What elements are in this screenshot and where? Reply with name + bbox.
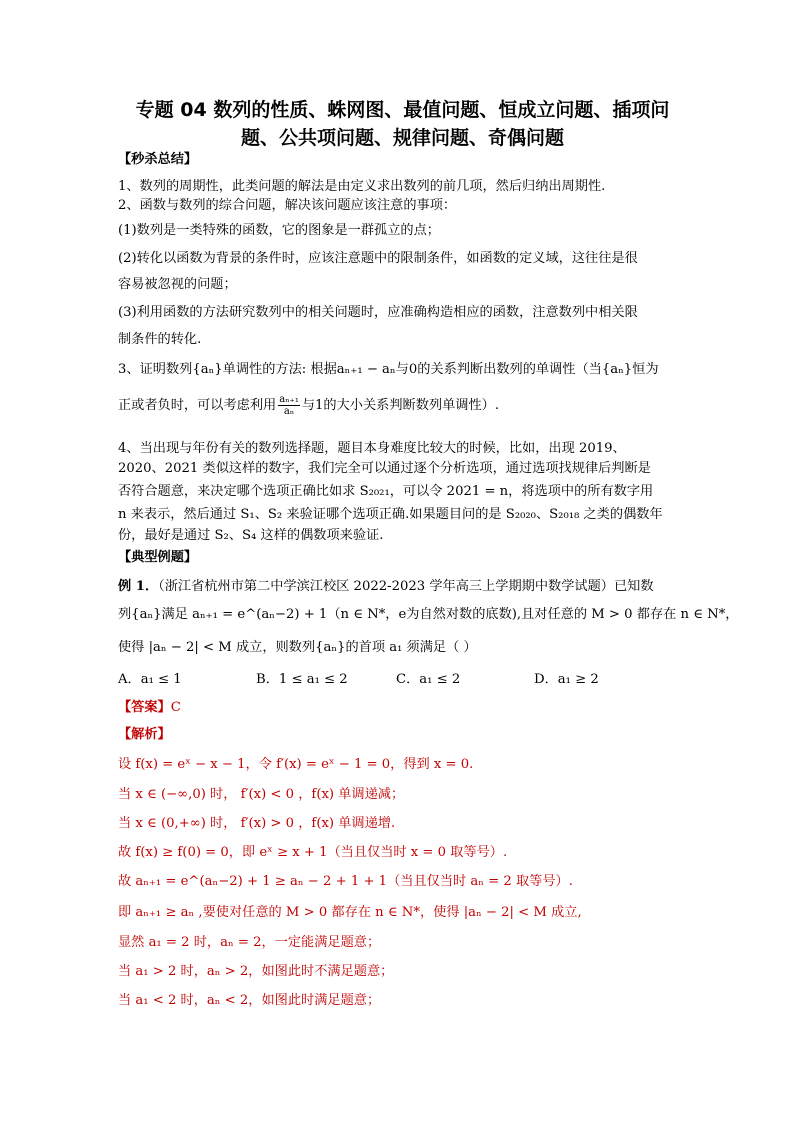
summary-point-3a: 3、证明数列{aₙ}单调性的方法: 根据aₙ₊₁ − aₙ与0的关系判断出数列的单调性（当{aₙ}恒为: [118, 362, 659, 377]
ratio-denominator: aₙ: [283, 406, 295, 417]
summary-point-3b-post: 与1的大小关系判断数列单调性）.: [301, 398, 500, 413]
option-c: C．a₁ ≤ 2: [396, 672, 461, 687]
page-title-line-2: 题、公共项问题、规律问题、奇偶问题: [240, 127, 564, 149]
example-1-question-line-3: 使得 |aₙ − 2| < M 成立，则数列{aₙ}的首项 a₁ 须满足（ ）: [118, 640, 477, 655]
summary-point-2-3a: (3)利用函数的方法研究数列中的相关问题时，应准确构造相应的函数，注意数列中相关限: [118, 305, 638, 320]
summary-point-2-2b: 容易被忽视的问题；: [118, 277, 237, 292]
summary-point-3b-pre: 正或者负时，可以考虑利用: [118, 398, 277, 413]
example-1-question-line-1: [118, 578, 654, 596]
example-1-label: 例 1．: [118, 579, 159, 594]
solution-line-8: 当 a₁ > 2 时，aₙ > 2，如图此时不满足题意；: [118, 964, 394, 979]
ratio-numerator: aₙ₊₁: [279, 394, 299, 405]
solution-line-1: 设 f(x) = eˣ − x − 1，令 f′(x) = eˣ − 1 = 0，得到 x = 0.: [118, 757, 474, 772]
solution-line-2: 当 x ∈ (−∞,0) 时， f′(x) < 0 ，f(x) 单调递减；: [118, 787, 405, 802]
analysis-label: 【解析】: [118, 727, 171, 742]
page-title-line-1: 专题 04 数列的性质、蛛网图、最值问题、恒成立问题、插项问: [135, 99, 670, 121]
summary-point-1: 1、数列的周期性，此类问题的解法是由定义求出数列的前几项，然后归纳出周期性.: [118, 179, 606, 194]
option-d: D．a₁ ≥ 2: [534, 672, 599, 687]
ratio-fraction: [278, 394, 300, 417]
summary-heading: 【秒杀总结】: [118, 152, 198, 167]
solution-line-7: 显然 a₁ = 2 时，aₙ = 2，一定能满足题意；: [118, 935, 381, 950]
example-1-question-line-2: 列{aₙ}满足 aₙ₊₁ = e^(aₙ−2) + 1（n ∈ N*，e为自然对数的底数),且对任意的 M > 0 都存在 n ∈ N*，: [118, 607, 739, 622]
summary-point-4a: 4、当出现与年份有关的数列选择题，题目本身难度比较大的时候，比如，出现 2019、: [118, 441, 626, 456]
solution-line-3: 当 x ∈ (0,+∞) 时， f′(x) > 0 ，f(x) 单调递增.: [118, 816, 396, 831]
solution-line-5: 故 aₙ₊₁ = e^(aₙ−2) + 1 ≥ aₙ − 2 + 1 + 1（当且仅当时 aₙ = 2 取等号）.: [118, 874, 573, 889]
solution-line-9: 当 a₁ < 2 时，aₙ < 2，如图此时满足题意；: [118, 993, 381, 1008]
summary-point-2-2a: (2)转化以函数为背景的条件时，应该注意题中的限制条件，如函数的定义域，这往往是很: [118, 251, 638, 266]
summary-point-4c: 否符合题意，来决定哪个选项正确比如求 S₂₀₂₁，可以令 2021 = n，将选项中的所有数字用: [118, 484, 654, 499]
solution-line-4: 故 f(x) ≥ f(0) = 0，即 eˣ ≥ x + 1（当且仅当时 x = 0 取等号）.: [118, 845, 508, 860]
summary-point-4b: 2020、2021 类似这样的数字，我们完全可以通过逐个分析选项，通过选项找规律后判断是: [118, 461, 651, 476]
examples-heading: 【典型例题】: [118, 550, 198, 565]
option-a: A．a₁ ≤ 1: [118, 672, 182, 687]
summary-point-3b: [118, 394, 499, 417]
answer-label: 【答案】: [118, 700, 171, 715]
summary-point-2: 2、函数与数列的综合问题，解决该问题应该注意的事项：: [118, 198, 457, 213]
option-b: B．1 ≤ a₁ ≤ 2: [256, 672, 348, 687]
summary-point-2-1: (1)数列是一类特殊的函数，它的图象是一群孤立的点；: [118, 223, 440, 238]
solution-line-6: 即 aₙ₊₁ ≥ aₙ ,要使对任意的 M > 0 都存在 n ∈ N*，使得 |aₙ − 2| < M 成立,: [118, 905, 582, 920]
answer-value: C: [170, 700, 181, 715]
summary-point-2-3b: 制条件的转化.: [118, 332, 202, 347]
answer-line: [118, 699, 181, 717]
summary-point-4d: n 来表示，然后通过 S₁、S₂ 来验证哪个选项正确.如果题目问的是 S₂₀₂₀、S₂₀₁₈ 之类的偶数年: [118, 507, 663, 522]
example-1-source: （浙江省杭州市第二中学滨江校区 2022-2023 学年高三上学期期中数学试题）已知数: [158, 579, 654, 594]
summary-point-4e: 份，最好是通过 S₂、S₄ 这样的偶数项来验证.: [118, 528, 384, 543]
